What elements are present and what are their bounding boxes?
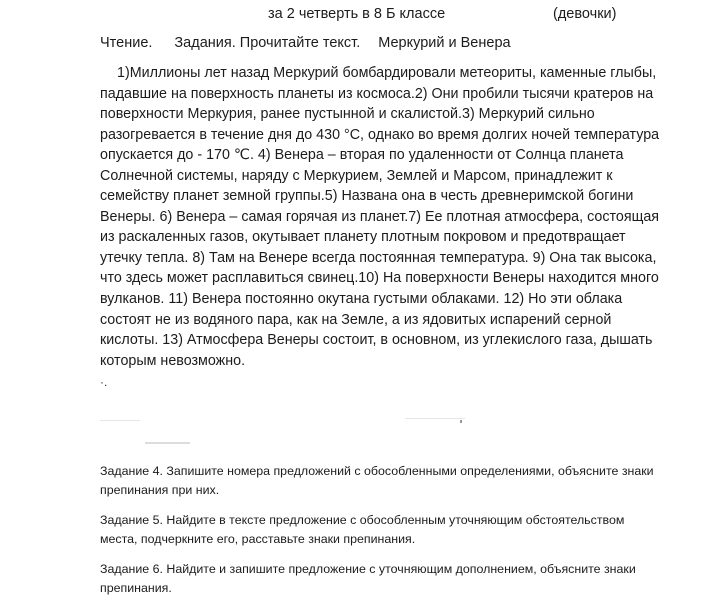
tasks-list: [100, 462, 660, 609]
faint-scan-marks: [100, 418, 620, 450]
passage-end-mark: ·.: [100, 375, 108, 389]
passage-text: 1)Миллионы лет назад Меркурий бомбардировали метеориты, каменные глыбы, падавшие на поверхность планеты из космоса.2) Они пробили тысячи кратеров на поверхности Меркурия, ранее пустынной и скалистой.3) Меркурий сильно разогревается в течение дня до 430 °С, однако во время долгих ночей температура опускается до - 170 ℃. 4) Венера – вторая по удаленности от Солнца планета Солнечной системы, наряду с Меркурием, Землей и Марсом, принадлежит к семейству планет земной группы.5) Названа она в честь древнеримской богини Венеры. 6) Венера – самая горячая из планет.7) Ее плотная атмосфера, состоящая из раскаленных газов, окутывает планету плотным покровом и предотвращает утечку тепла. 8) Там на Венере всегда постоянная температура. 9) Она так высока, что здесь может расплавиться свинец.10) На поверхности Венеры находится много вулканов. 11) Венера постоянно окутана густыми облаками. 12) Но эти облака состоят не из водяного пара, как на Земле, а из ядовитых испарений серной кислоты. 13) Атмосфера Венеры состоит, в основном, из углекислого газа, дышать которым невозможно.: [100, 65, 660, 369]
faint-mark: [100, 420, 140, 421]
task-instruction: Задания. Прочитайте текст.: [174, 35, 361, 51]
task-6: Задание 6. Найдите и запишите предложение с уточняющим дополнением, объясните знаки препинания.: [100, 562, 636, 595]
group-label: (девочки): [553, 6, 617, 22]
section-label: Чтение.: [100, 35, 153, 51]
task-4: Задание 4. Запишите номера предложений с обособленными определениями, объясните знаки препинания при них.: [100, 464, 654, 497]
quarter-class-label: за 2 четверть в 8 Б классе: [268, 6, 446, 22]
faint-mark: [460, 420, 462, 423]
task-5: Задание 5. Найдите в тексте предложение с обособленным уточняющим обстоятельством места, подчеркните его, расставьте знаки препинания.: [100, 513, 625, 546]
reading-passage: [100, 63, 660, 371]
task-line: [100, 35, 511, 51]
text-title: Меркурий и Венера: [378, 35, 511, 51]
faint-mark: [145, 442, 190, 444]
document-header: [0, 6, 706, 26]
faint-mark: [405, 418, 465, 419]
